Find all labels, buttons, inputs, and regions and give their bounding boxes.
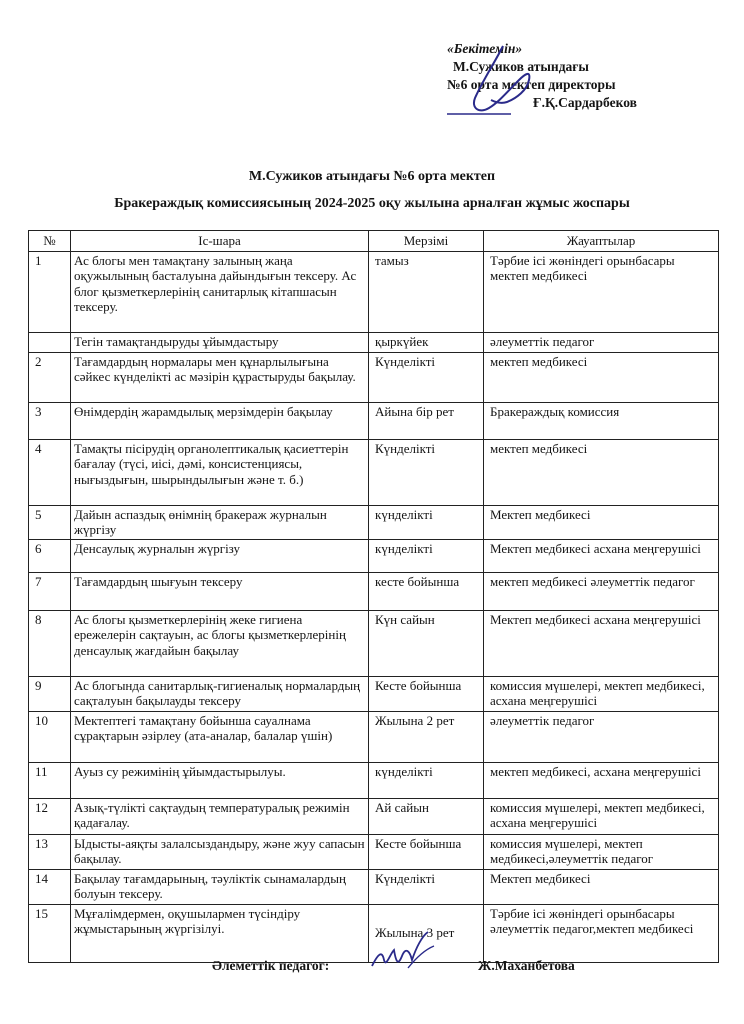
row-number: 7: [29, 572, 71, 610]
row-number: 4: [29, 439, 71, 505]
row-responsible: комиссия мүшелері, мектеп медбикесі, асхана меңгерушісі: [484, 798, 719, 834]
table-row: [29, 352, 719, 402]
row-responsible: Мектеп медбикесі: [484, 505, 719, 539]
row-responsible: мектеп медбикесі: [484, 352, 719, 402]
row-number: 15: [29, 904, 71, 962]
row-task: Азық-түлікті сақтаудың температуралық режимін қадағалау.: [71, 798, 369, 834]
row-task: Ыдысты-аяқты залалсыздандыру, және жуу сапасын бақылау.: [71, 834, 369, 869]
header-number: №: [29, 231, 71, 252]
header-term: Мерзімі: [369, 231, 484, 252]
row-task: Мұғалімдермен, оқушылармен түсіндіру жұмыстарының жүргізілуі.: [71, 904, 369, 962]
row-term: тамыз: [369, 251, 484, 332]
row-responsible: Мектеп медбикесі асхана меңгерушісі: [484, 539, 719, 572]
work-plan-table: [28, 230, 719, 963]
row-task: Тағамдардың нормалары мен құнарлылығына сәйкес күнделікті ас мәзірін құрастыруды бақылау.: [71, 352, 369, 402]
table-row: [29, 869, 719, 904]
row-number: 2: [29, 352, 71, 402]
row-responsible: мектеп медбикесі әлеуметтік педагог: [484, 572, 719, 610]
row-responsible: Тәрбие ісі жөніндегі орынбасары әлеуметтік педагог,мектеп медбикесі: [484, 904, 719, 962]
row-term: Жылына 2 рет: [369, 711, 484, 762]
table-row: [29, 762, 719, 798]
row-number: 6: [29, 539, 71, 572]
header-task: Іс-шара: [71, 231, 369, 252]
row-task: Бақылау тағамдарының, тәуліктік сынамалардың болуын тексеру.: [71, 869, 369, 904]
row-task: Ас блогы мен тамақтану залының жаңа оқужылының басталуына дайындығын тексеру. Ас блог қызметкерлерінің санитарлық кітапшасын тексеру.: [71, 251, 369, 332]
footer-name: Ж.Маханбетова: [478, 958, 575, 973]
approval-director-name: Ғ.Қ.Сардарбеков: [533, 95, 637, 110]
row-responsible: әлеуметтік педагог: [484, 332, 719, 352]
table-row: [29, 439, 719, 505]
row-term: Кесте бойынша: [369, 676, 484, 711]
row-task: Тегін тамақтандыруды ұйымдастыру: [71, 332, 369, 352]
row-number: 8: [29, 610, 71, 676]
row-task: Денсаулық журналын жүргізу: [71, 539, 369, 572]
row-term: Күн сайын: [369, 610, 484, 676]
director-signature: [445, 40, 555, 130]
row-responsible: мектеп медбикесі: [484, 439, 719, 505]
table-row: [29, 610, 719, 676]
row-task: Дайын аспаздық өнімнің бракераж журналын жүргізу: [71, 505, 369, 539]
approval-position: №6 орта мектеп директоры: [447, 77, 616, 92]
table-row: [29, 572, 719, 610]
table-row: [29, 251, 719, 332]
row-number: 11: [29, 762, 71, 798]
row-responsible: Тәрбие ісі жөніндегі орынбасары мектеп медбикесі: [484, 251, 719, 332]
row-number: 14: [29, 869, 71, 904]
row-number: 9: [29, 676, 71, 711]
row-task: Мектептегі тамақтану бойынша сауалнама сұрақтарын әзірлеу (ата-аналар, балалар үшін): [71, 711, 369, 762]
row-responsible: комиссия мүшелері, мектеп медбикесі,әлеуметтік педагог: [484, 834, 719, 869]
row-task: Ауыз су режимінің ұйымдастырылуы.: [71, 762, 369, 798]
row-task: Өнімдердің жарамдылық мерзімдерін бақылау: [71, 402, 369, 439]
header-responsible: Жауаптылар: [484, 231, 719, 252]
row-term: Кесте бойынша: [369, 834, 484, 869]
table-row: [29, 505, 719, 539]
row-number: 5: [29, 505, 71, 539]
table-row: [29, 676, 719, 711]
row-responsible: әлеуметтік педагог: [484, 711, 719, 762]
row-number: [29, 332, 71, 352]
row-number: 3: [29, 402, 71, 439]
row-term: Күнделікті: [369, 869, 484, 904]
row-task: Тағамдардың шығуын тексеру: [71, 572, 369, 610]
row-responsible: комиссия мүшелері, мектеп медбикесі, асхана меңгерушісі: [484, 676, 719, 711]
plan-title: Бракераждық комиссиясының 2024-2025 оқу жылына арналған жұмыс жоспары: [114, 196, 630, 211]
row-task: Ас блогында санитарлық-гигиеналық нормалардың сақталуын бақылауды тексеру: [71, 676, 369, 711]
row-term: Айына бір рет: [369, 402, 484, 439]
table-row: [29, 539, 719, 572]
row-term: күнделікті: [369, 762, 484, 798]
row-responsible: Бракераждық комиссия: [484, 402, 719, 439]
row-term: Жылына 3 рет: [369, 904, 484, 962]
approval-heading: «Бекітемін»: [447, 41, 523, 56]
school-title: М.Сужиков атындағы №6 орта мектеп: [248, 169, 496, 184]
row-number: 12: [29, 798, 71, 834]
table-row: [29, 834, 719, 869]
approval-school: М.Сужиков атындағы: [453, 59, 589, 74]
row-responsible: Мектеп медбикесі: [484, 869, 719, 904]
row-term: күнделікті: [369, 505, 484, 539]
row-term: күнделікті: [369, 539, 484, 572]
row-term: Күнделікті: [369, 352, 484, 402]
row-task: Ас блогы қызметкерлерінің жеке гигиена ережелерін сақтауын, ас блогы қызметкерлерінің денсаулық жағдайын бақылау: [71, 610, 369, 676]
table-row: [29, 798, 719, 834]
row-task: Тамақты пісірудің органолептикалық қасиеттерін бағалау (түсі, иісі, дәмі, консистенциясы, нығыздығын, шырындылығын және т. б.): [71, 439, 369, 505]
row-term: қыркүйек: [369, 332, 484, 352]
pedagogue-signature: [368, 928, 448, 976]
row-responsible: мектеп медбикесі, асхана меңгерушісі: [484, 762, 719, 798]
row-number: 13: [29, 834, 71, 869]
row-number: 10: [29, 711, 71, 762]
row-term: Ай сайын: [369, 798, 484, 834]
table-header-row: [29, 231, 719, 252]
table-row: [29, 402, 719, 439]
row-term: кесте бойынша: [369, 572, 484, 610]
footer-position: Әлеметтік педагог:: [212, 958, 330, 973]
table-row: [29, 332, 719, 352]
row-number: 1: [29, 251, 71, 332]
table-row: [29, 711, 719, 762]
row-term: Күнделікті: [369, 439, 484, 505]
row-responsible: Мектеп медбикесі асхана меңгерушісі: [484, 610, 719, 676]
